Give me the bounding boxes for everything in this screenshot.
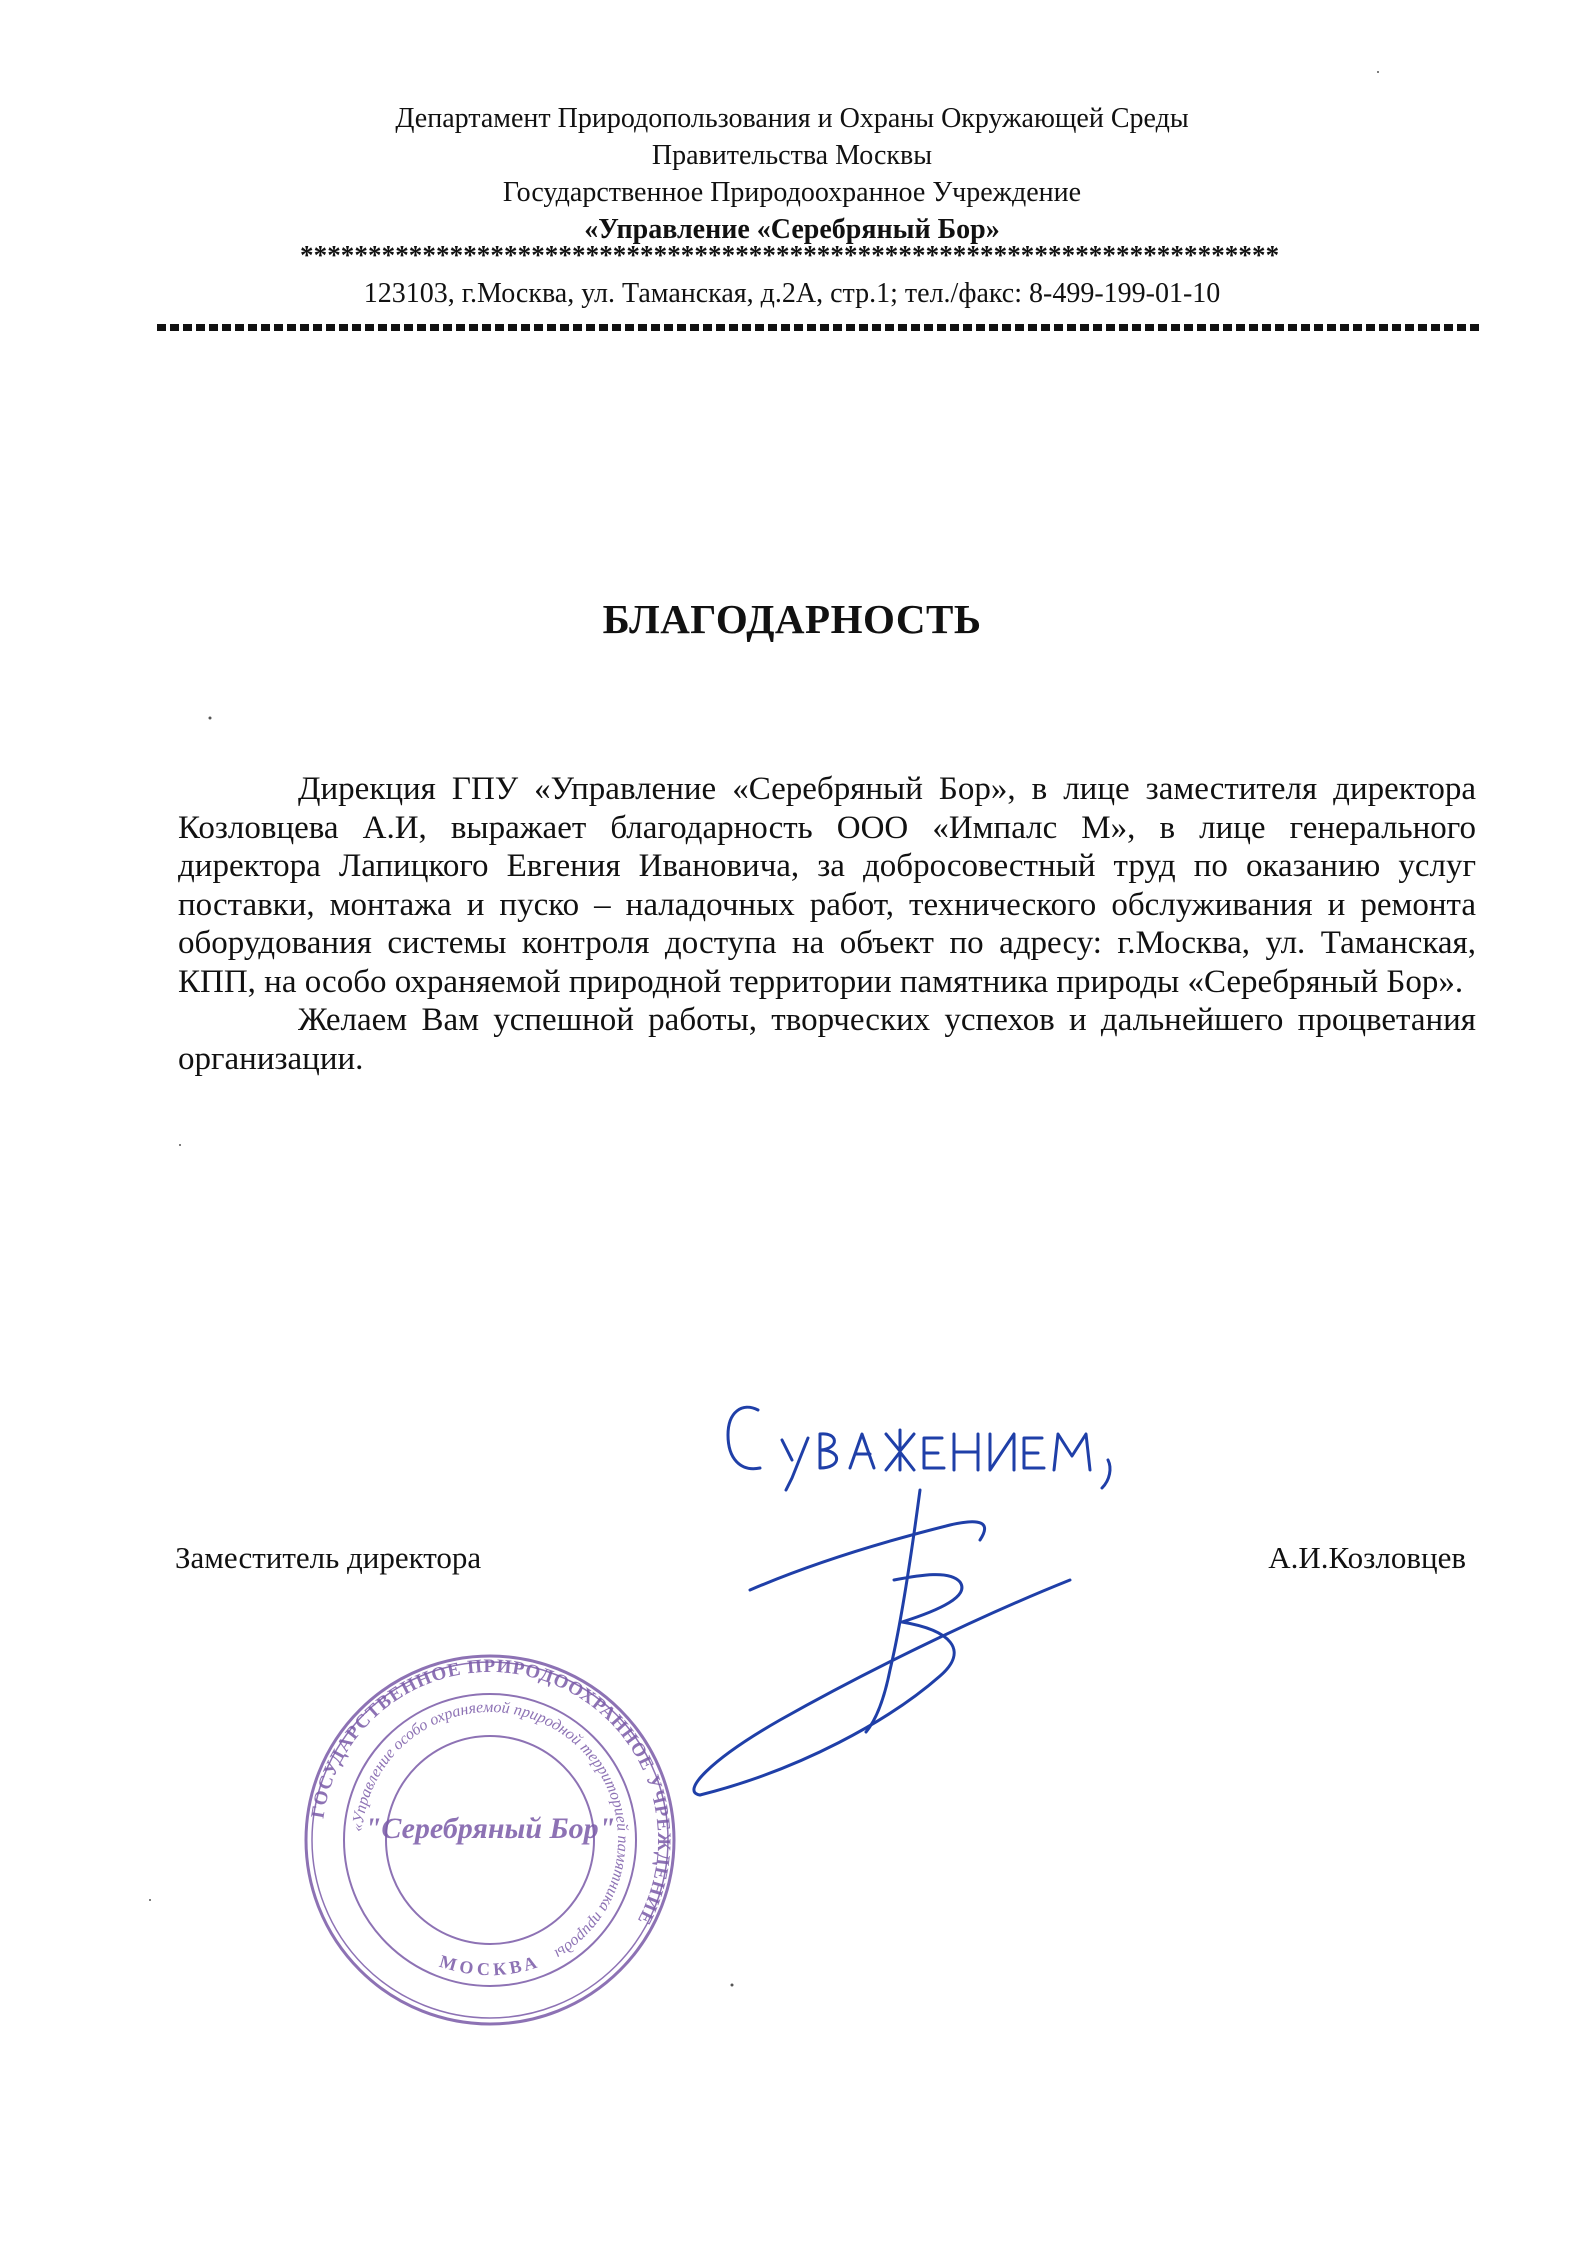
signer-title: Заместитель директора: [175, 1540, 482, 1575]
letterhead-government: Правительства Москвы: [651, 140, 933, 171]
letterhead-org-name: «Управление «Серебряный Бор»: [584, 214, 1000, 245]
seal-bottom-text: МОСКВА: [437, 1950, 543, 1980]
seal-outer-text: ГОСУДАРСТВЕННОЕ ПРИРОДООХРАННОЕ УЧРЕЖДЕНИЕ: [307, 1655, 675, 1929]
seal-center-text: "Серебряный Бор": [364, 1812, 616, 1845]
seal-inner-text: «Управление особо охраняемой природной территорией памятника природы: [349, 1698, 632, 1963]
signer-name: А.И.Козловцев: [1268, 1540, 1466, 1575]
letterhead-star-separator: ************************************************************************: [300, 240, 1280, 268]
body-paragraph: Дирекция ГПУ «Управление «Серебряный Бор», в лице заместителя директора Козловцева А.И, выражает благодарность ООО «Импалс М», в лице генерального директора Лапицкого Евгения Ивановича, за добросовестный труд по оказанию услуг поставки, монтажа и пуско – наладочных работ, технического обслуживания и ремонта оборудования системы контроля доступа на объект по адресу: г.Москва, ул. Таманская, КПП, на особо охраняемой природной территории памятника природы «Серебряный Бор».: [178, 771, 1476, 1000]
document-title: БЛАГОДАРНОСТЬ: [602, 596, 982, 642]
letterhead-institution: Государственное Природоохранное Учреждение: [502, 177, 1082, 208]
letterhead-department: Департамент Природопользования и Охраны Окружающей Среды: [395, 103, 1189, 134]
body-paragraph: Желаем Вам успешной работы, творческих успехов и дальнейшего процветания организации.: [178, 1002, 1476, 1077]
letterhead-address: 123103, г.Москва, ул. Таманская, д.2А, стр.1; тел./факс: 8-499-199-01-10: [363, 278, 1221, 309]
